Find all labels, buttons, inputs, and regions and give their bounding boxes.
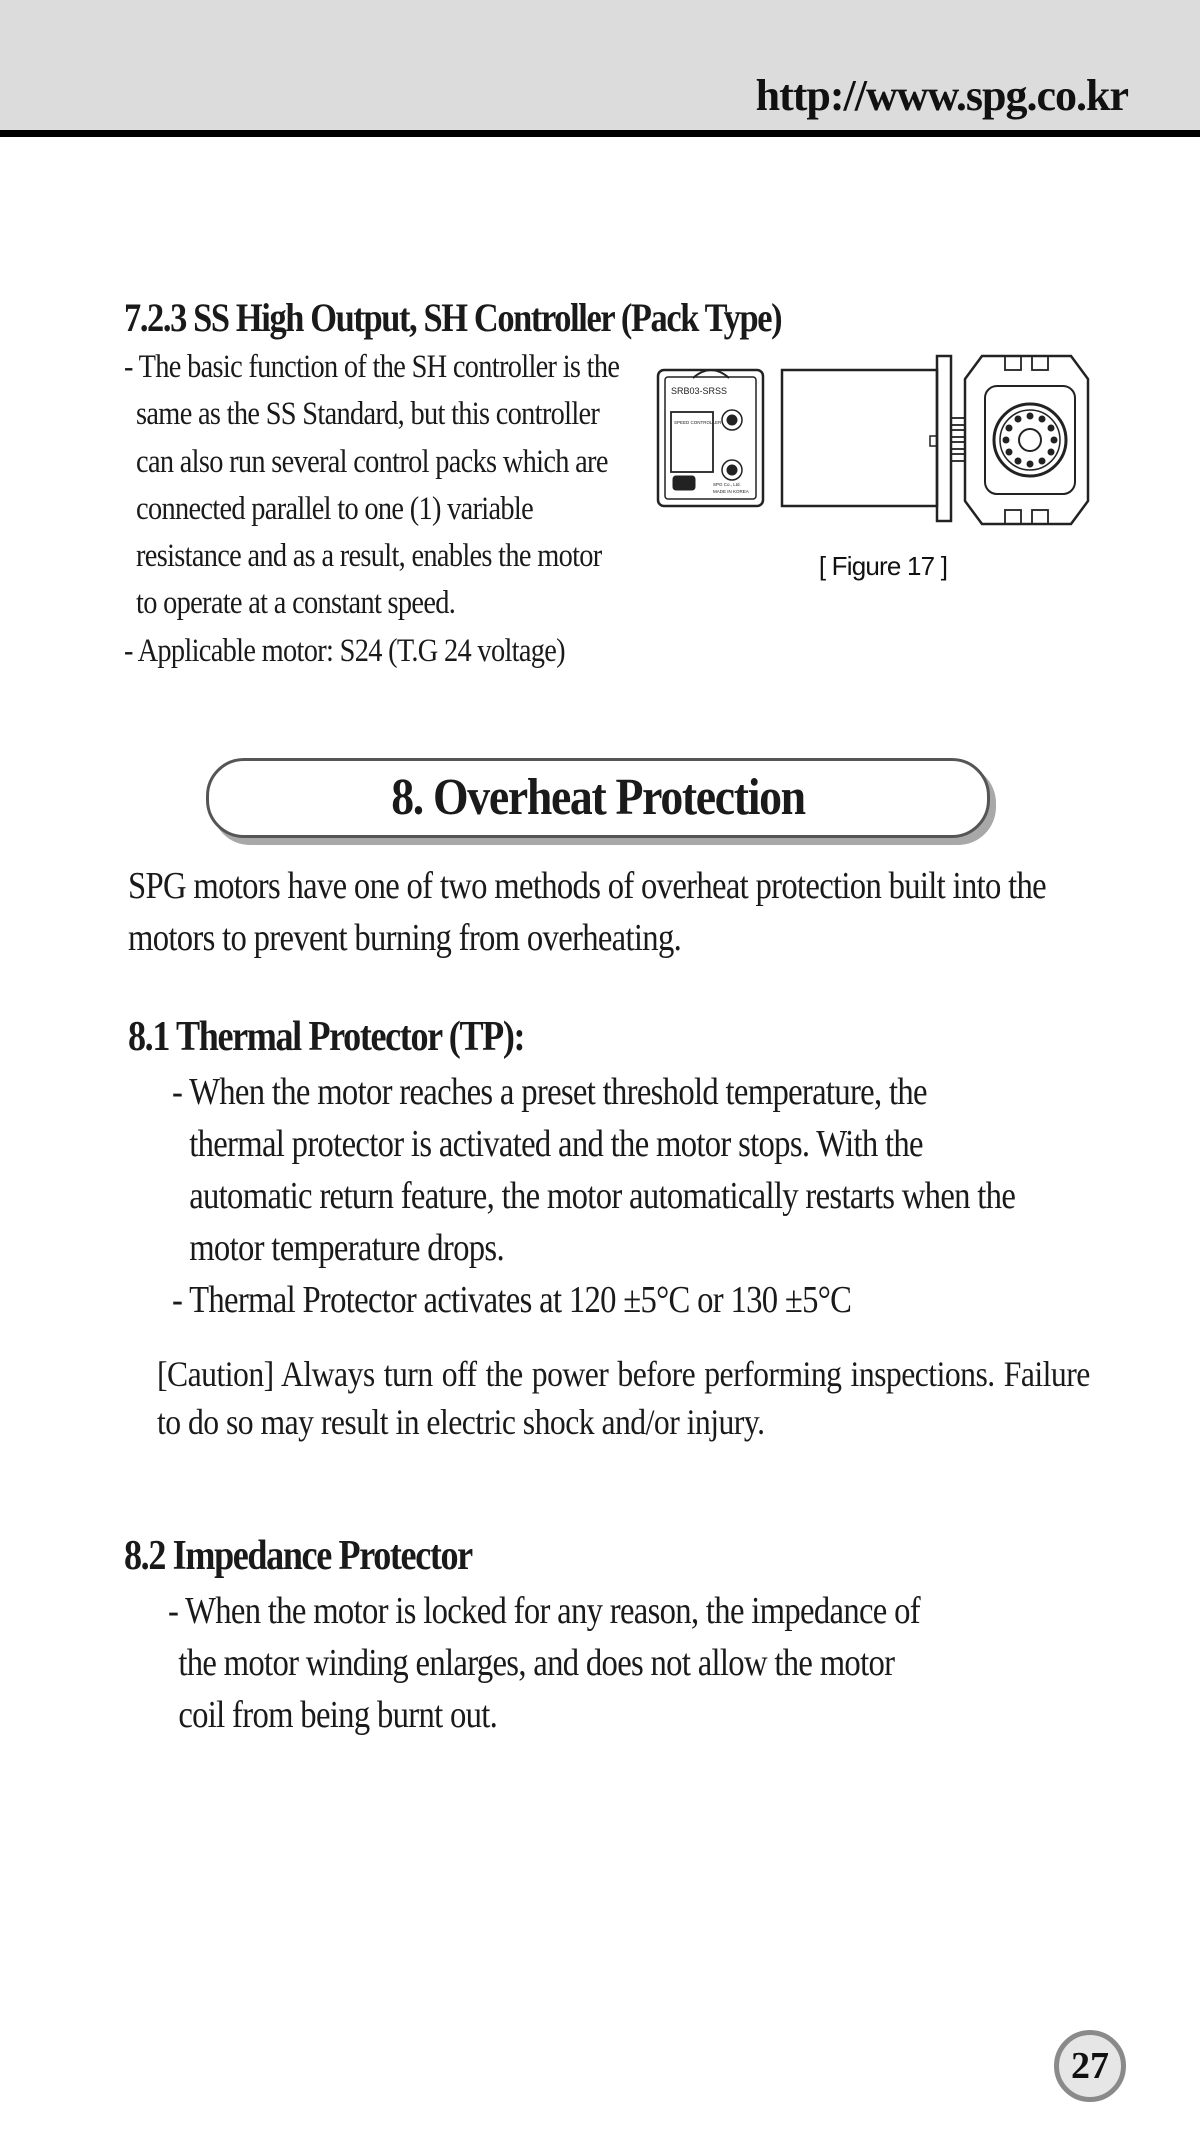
- controller-socket-view: [965, 356, 1088, 524]
- text-line: motor temperature drops.: [189, 1227, 504, 1269]
- text-line: SPG motors have one of two methods of overheat protection built into the: [128, 865, 1046, 907]
- panel-label: SPEED CONTROLLER: [674, 420, 722, 425]
- section-8-2-title: 8.2 Impedance Protector: [124, 1533, 472, 1579]
- text-line: can also run several control packs which are: [136, 443, 608, 480]
- text-line: resistance and as a result, enables the motor: [136, 538, 602, 575]
- text-line: - Applicable motor: S24 (T.G 24 voltage): [124, 632, 565, 669]
- speed-dial-icon: [722, 410, 742, 480]
- page-number: 27: [1054, 2030, 1126, 2102]
- page-header: [0, 0, 1200, 137]
- text-line: - When the motor reaches a preset threshold temperature, the: [172, 1071, 927, 1113]
- section-8-title: 8. Overheat Protection: [391, 769, 805, 826]
- thermal-protector-list: [172, 1066, 1015, 1326]
- text-line: the motor winding enlarges, and does not allow the motor: [178, 1642, 895, 1684]
- text-line: thermal protector is activated and the motor stops. With the: [189, 1123, 923, 1165]
- section-8-1-title: 8.1 Thermal Protector (TP):: [128, 1014, 525, 1060]
- device-label: SRB03-SRSS: [671, 386, 728, 396]
- figure-17-controller-drawing: [655, 346, 1090, 536]
- controller-side-view: [782, 370, 937, 506]
- text-line: - The basic function of the SH controller is the: [124, 349, 620, 385]
- section-7-2-3-title: 7.2.3 SS High Output, SH Controller (Pack Type): [124, 295, 782, 340]
- figure-caption: [ Figure 17 ]: [818, 551, 948, 581]
- text-line: to operate at a constant speed.: [136, 585, 456, 622]
- impedance-protector-list: [168, 1585, 920, 1741]
- maker-label-2: MADE IN KOREA: [713, 489, 749, 494]
- maker-label-1: SPG Co., Ltd.: [713, 482, 741, 487]
- text-line: automatic return feature, the motor automatically restarts when the: [189, 1175, 1016, 1217]
- caution-note: [Caution] Always turn off the power before performing inspections. Failure to do so may result in electric shock and/or injury.: [157, 1354, 1090, 1442]
- section-8-title-banner: [206, 758, 990, 838]
- text-line: coil from being burnt out.: [178, 1694, 498, 1736]
- text-line: same as the SS Standard, but this controller: [136, 396, 600, 433]
- text-line: motors to prevent burning from overheating.: [128, 917, 682, 959]
- website-url: http://www.spg.co.kr: [755, 71, 1128, 120]
- text-line: - When the motor is locked for any reason, the impedance of: [168, 1590, 920, 1632]
- text-line: - Thermal Protector activates at 120 ±5°C or 130 ±5°C: [172, 1279, 852, 1321]
- overheat-intro: [128, 860, 1046, 964]
- text-line: connected parallel to one (1) variable: [136, 490, 534, 527]
- sh-controller-description: [124, 344, 619, 675]
